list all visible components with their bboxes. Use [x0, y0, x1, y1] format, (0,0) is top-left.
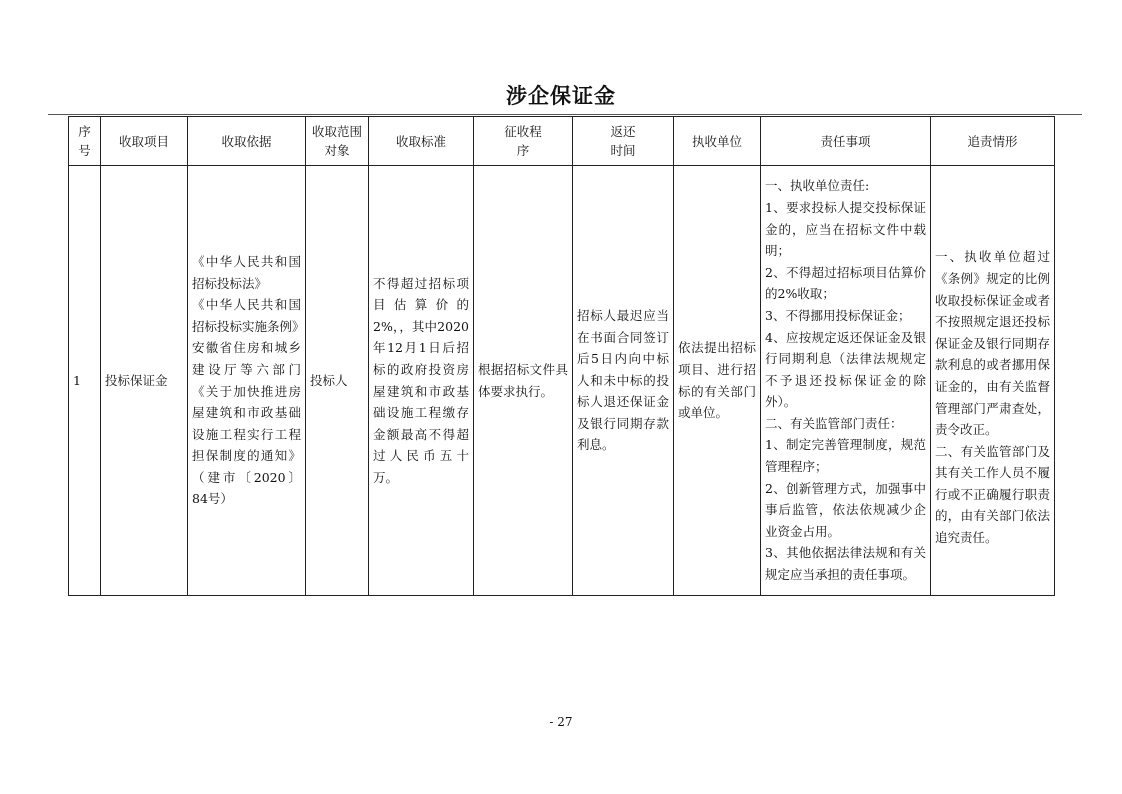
- duty-line: 二、有关监管部门责任：: [765, 415, 903, 431]
- cell-accountability: [931, 166, 1055, 596]
- accountability-line: 一、执收单位超过《条例》规定的比例收取投标保证金或者不按照规定退还投标保证金及银行同期存款利息的或者挪用保证金的，由有关监督管理部门严肃查处，责令改正。: [935, 249, 1050, 438]
- header-seq: 序号: [69, 117, 101, 166]
- header-item: 收取项目: [101, 117, 188, 166]
- deposit-table: [68, 116, 1055, 596]
- basis-regulation: 《中华人民共和国招标投标实施条例》: [192, 297, 305, 334]
- cell-scope: 投标人: [306, 166, 369, 596]
- duty-line: 一、执收单位责任:: [765, 178, 870, 194]
- duty-line: 1、制定完善管理制度，规范管理程序；: [765, 437, 926, 475]
- header-accountability: 追责情形: [931, 117, 1055, 166]
- cell-duty: [761, 166, 931, 596]
- cell-refund-time: 招标人最迟应当在书面合同签订后5日内向中标人和未中标的投标人退还保证金及银行同期存款利息。: [573, 166, 674, 596]
- duty-line: 2、创新管理方式，加强事中事后监管，依法依规减少企业资金占用。: [765, 480, 926, 539]
- cell-standard: 不得超过招标项目估算价的2%，，其中2020年12月1日后招标的政府投资房屋建筑和市政基础设施工程缴存金额最高不得超过人民币五十万。: [369, 166, 474, 596]
- duty-line: 2、不得超过招标项目估算价的2%收取；: [765, 264, 926, 302]
- cell-unit: 依法提出招标项目、进行招标的有关部门或单位。: [674, 166, 761, 596]
- basis-law: 《中华人民共和国招标投标法》: [192, 253, 301, 291]
- duty-line: 4、应按规定返还保证金及银行同期利息（法律法规规定不予退还投标保证金的除外）。: [765, 329, 926, 410]
- header-duty: 责任事项: [761, 117, 931, 166]
- cell-basis: [188, 166, 306, 596]
- title-divider: [48, 114, 1082, 115]
- header-standard: 收取标准: [369, 117, 474, 166]
- table-row: [69, 166, 1055, 596]
- header-unit: 执收单位: [674, 117, 761, 166]
- header-procedure: 征收程序: [474, 117, 573, 166]
- cell-seq: 1: [69, 166, 101, 596]
- duty-line: 3、不得挪用投标保证金；: [765, 307, 911, 323]
- accountability-line: 二、有关监管部门及其有关工作人员不履行或不正确履行职责的，由有关部门依法追究责任。: [935, 443, 1050, 546]
- header-basis: 收取依据: [188, 117, 306, 166]
- basis-notice: 安徽省住房和城乡建设厅等六部门《关于加快推进房屋建筑和市政基础设施工程实行工程担保制度的通知》（建市〔2020〕84号）: [192, 340, 301, 507]
- header-scope: 收取范围对象: [306, 117, 369, 166]
- page-number: - 27: [549, 715, 573, 729]
- header-row: [69, 117, 1055, 166]
- cell-procedure: 根据招标文件具体要求执行。: [474, 166, 573, 596]
- duty-line: 1、要求投标人提交投标保证金的，应当在招标文件中载明；: [765, 199, 926, 259]
- cell-item: 投标保证金: [101, 166, 188, 596]
- header-refund-time: 返还时间: [573, 117, 674, 166]
- duty-line: 3、其他依据法律法规和有关规定应当承担的责任事项。: [765, 545, 926, 583]
- page-title: 涉企保证金: [506, 84, 616, 108]
